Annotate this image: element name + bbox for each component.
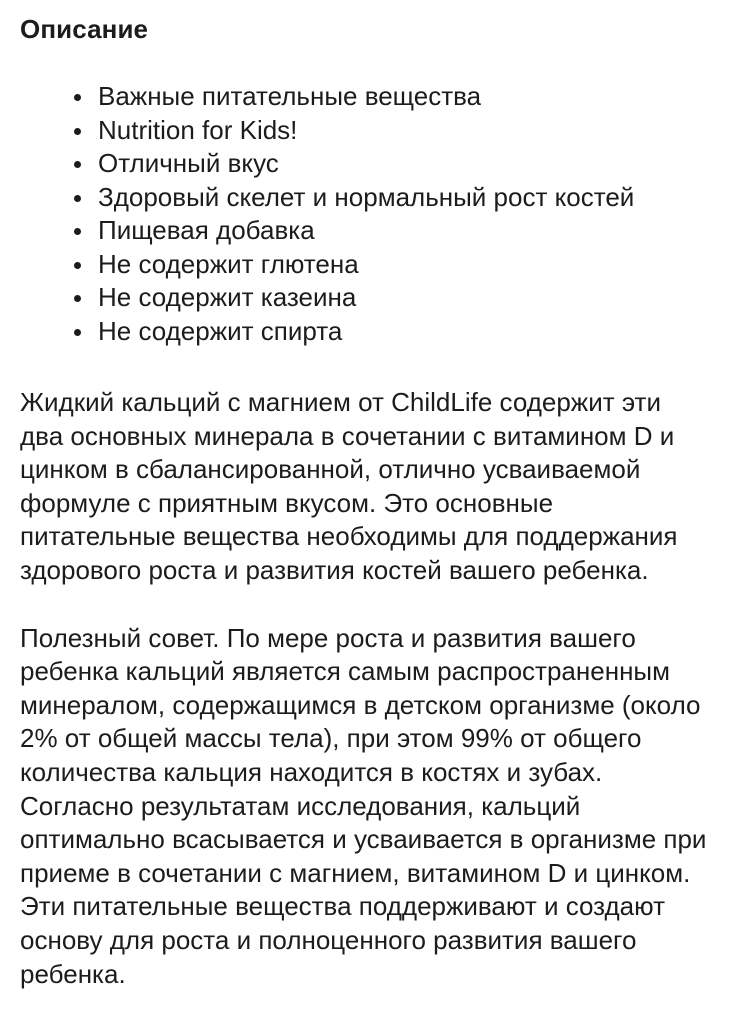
list-item [74, 114, 709, 148]
list-item-text: Не содержит казеина [98, 282, 357, 312]
list-item-text: Важные питательные вещества [98, 81, 482, 111]
bullet-icon [74, 262, 81, 269]
list-item-text: Nutrition for Kids! [98, 114, 298, 145]
list-item [74, 181, 709, 215]
list-item [74, 147, 709, 181]
list-item-text: Отличный вкус [98, 148, 279, 178]
list-item [74, 248, 709, 282]
bullet-icon [74, 161, 81, 168]
list-item-text: Не содержит глютена [98, 248, 359, 279]
bullet-icon [74, 329, 81, 336]
list-item [74, 214, 709, 248]
section-title: Описание [20, 14, 149, 44]
list-item [74, 80, 709, 114]
bullet-icon [74, 94, 81, 101]
product-paragraph: Жидкий кальций с магнием от ChildLife содержит эти два основных минерала в сочетании с витамином D и цинком в сбалансированной, отлично усваиваемой формуле с приятным вкусом. Это основные питательные вещества необходимы для поддержания здорового роста и развития костей вашего ребенка. [20, 387, 678, 585]
list-item-text: Пищевая добавка [98, 215, 315, 245]
list-item-text: Здоровый скелет и нормальный рост костей [98, 181, 635, 212]
bullet-icon [74, 195, 81, 202]
tip-paragraph: Полезный совет. По мере роста и развития вашего ребенка кальций является самым распространенным минералом, содержащимся в детском организме (около 2% от общей массы тела), при этом 99% от общего количества кальция находится в костях и зубах. Согласно результатам исследования, кальций оптимально всасывается и усваивается в организме при приеме в сочетании с магнием, витамином D и цинком. Эти питательные вещества поддерживают и создают основу для роста и полноценного развития вашего ребенка. [20, 622, 707, 989]
list-item-text: Не содержит спирта [98, 315, 343, 346]
bullet-icon [74, 228, 81, 235]
list-item [74, 281, 709, 315]
bullet-icon [74, 295, 81, 302]
list-item [74, 315, 709, 349]
feature-list [20, 80, 709, 348]
bullet-icon [74, 128, 81, 135]
